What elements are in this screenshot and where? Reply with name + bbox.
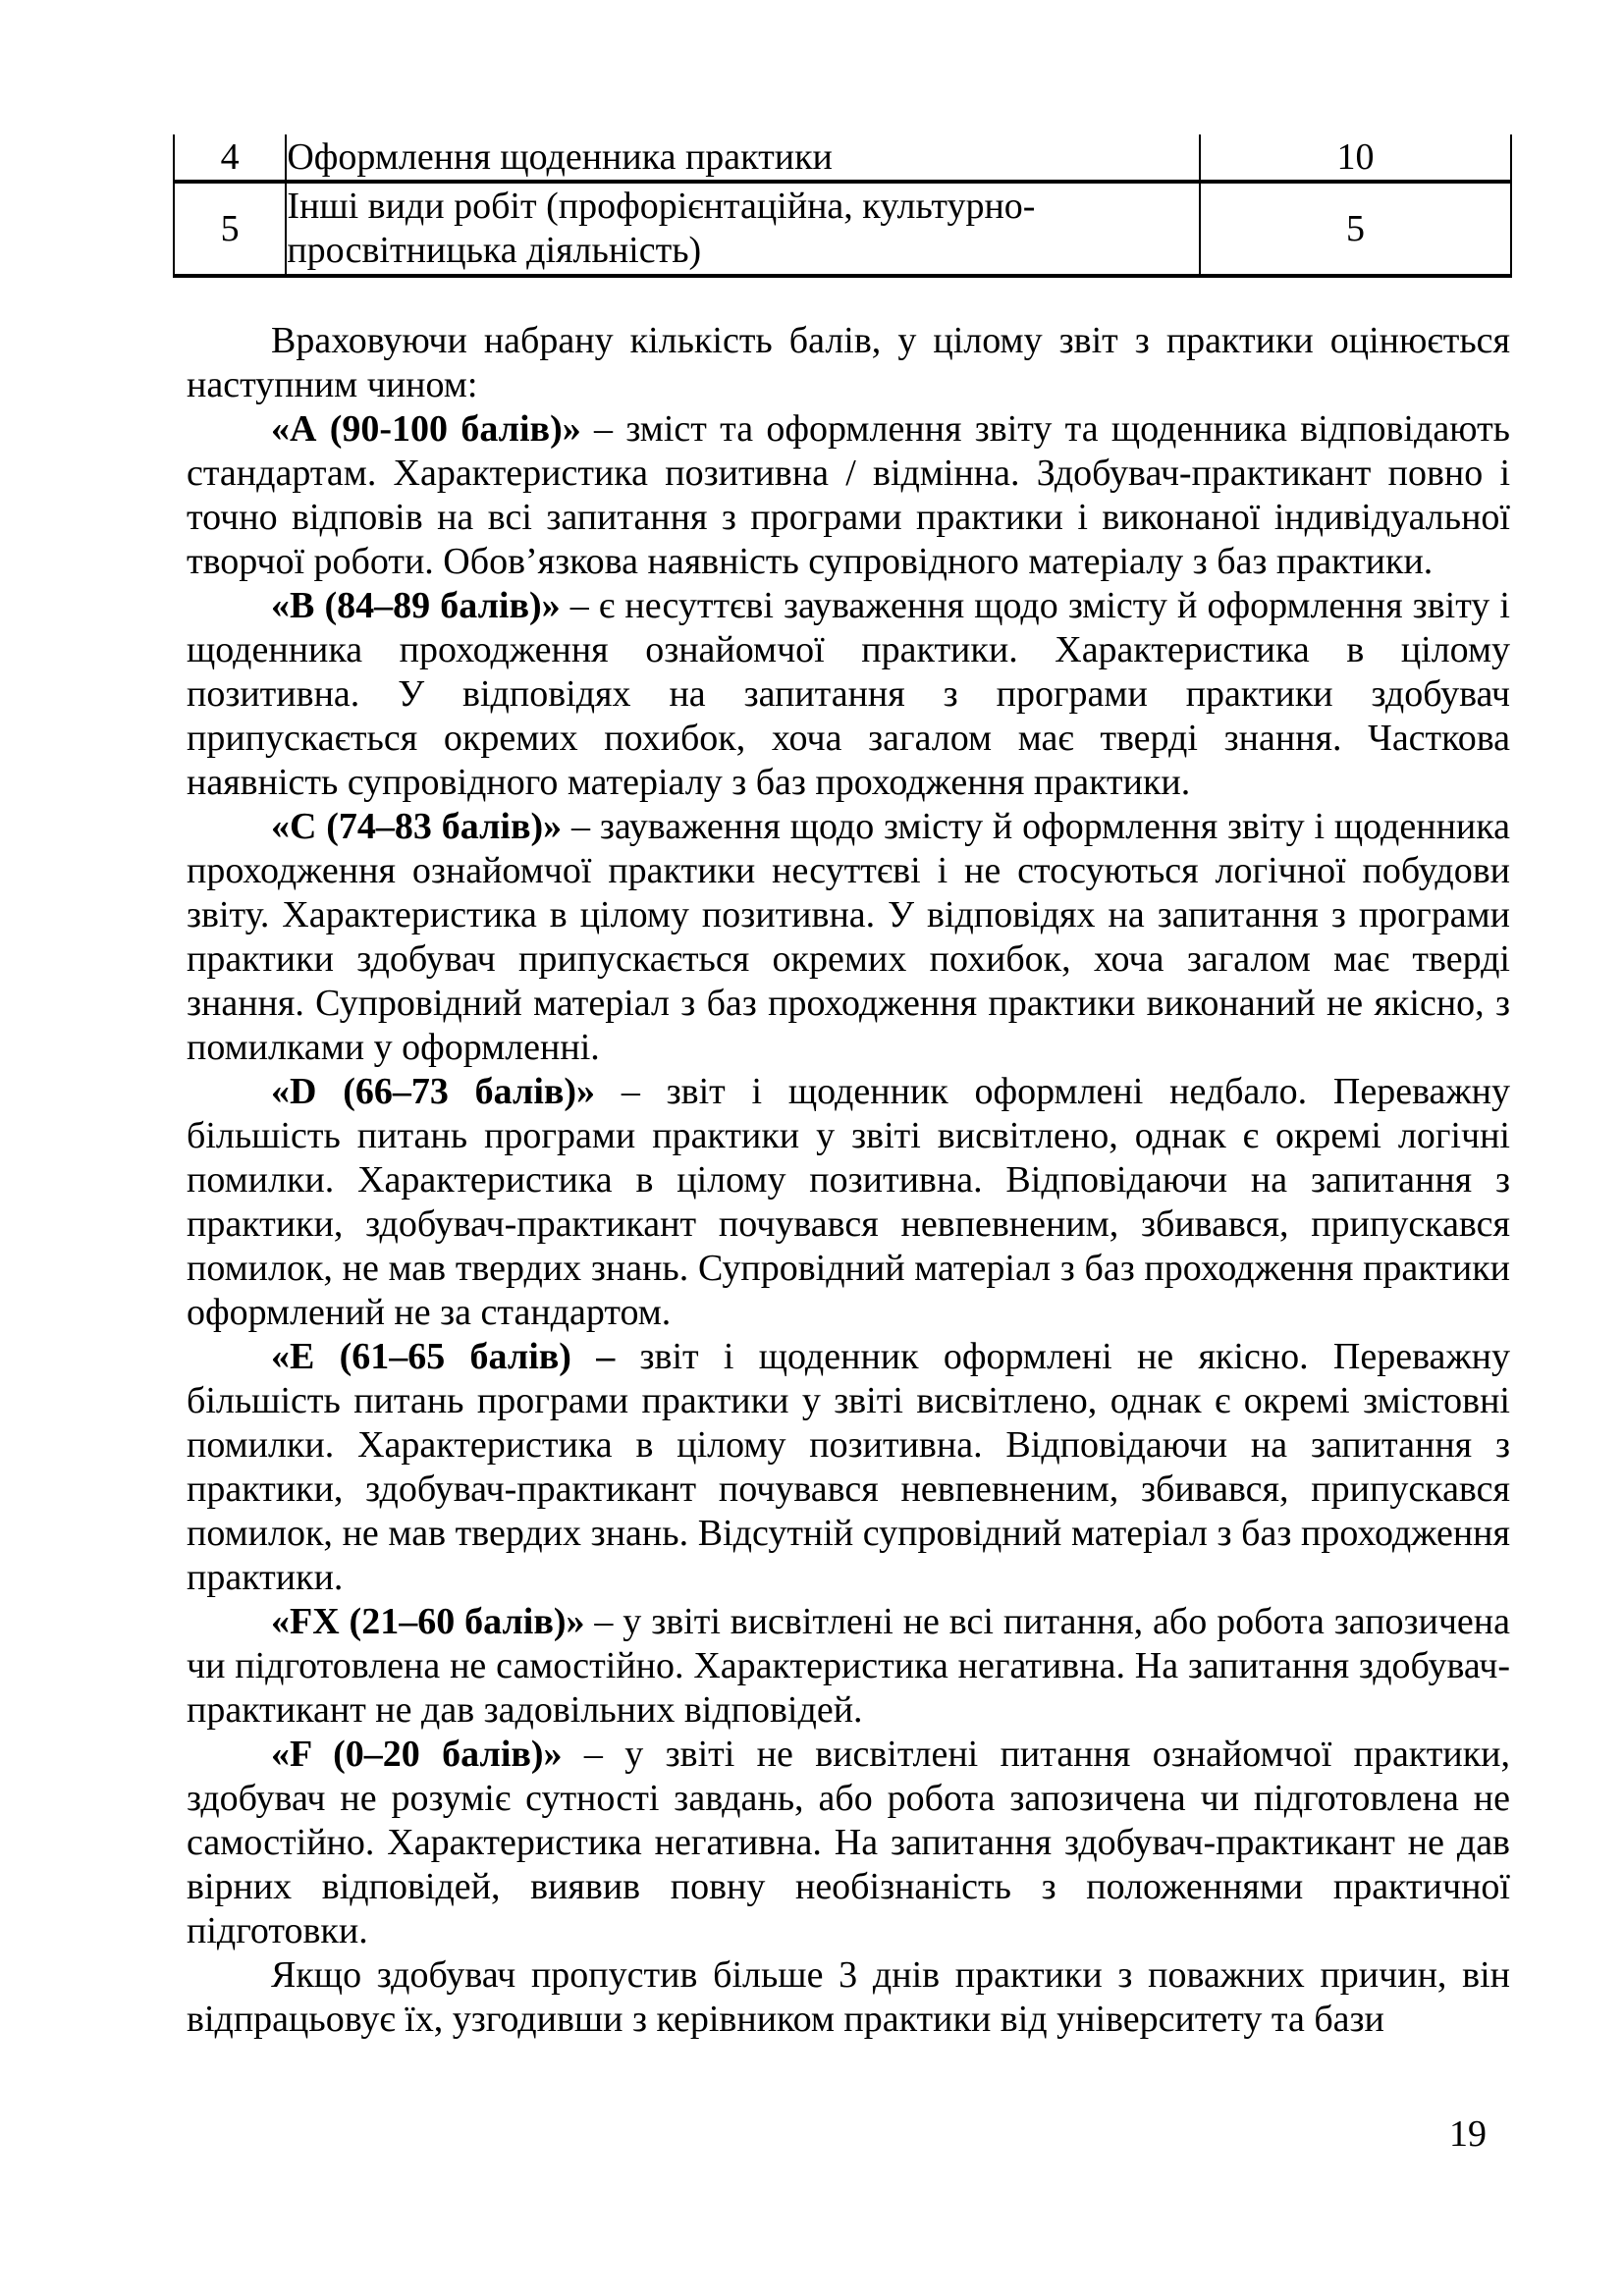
paragraph-grade-c [187,805,1510,1070]
table-cell-description: Інші види робіт (профорієнтаційна, культурно-просвітницька діяльність) [286,182,1200,276]
table-row [174,134,1511,182]
paragraph-grade-b [187,584,1510,805]
assessment-score-table [173,134,1512,278]
paragraph-text: звіт і щоденник оформлені не якісно. Переважну більшість питань програми практики у звіті висвітлено, однак є окремі змістовні помилки. Характеристика в цілому позитивна. Відповідаючи на запитання з практики, здобувач-практикант почувався невпевненим, збивався, припускався помилок, не мав твердих знань. Відсутній супровідний матеріал з баз проходження практики. [187,1336,1510,1598]
body-text-block [187,319,1510,2042]
grade-label-f: «F (0–20 балів)» [271,1734,563,1775]
grade-label-d: «D (66–73 балів)» [271,1071,596,1112]
paragraph-text: – у звіті висвітлені не всі питання, або робота запозичена чи підготовлена не самостійно. Характеристика негативна. На запитання здобувач-практикант не дав задовільних відповідей. [187,1601,1510,1731]
paragraph-text: – є несуттєві зауваження щодо змісту й оформлення звіту і щоденника проходження ознайомчої практики. Характеристика в цілому позитивна. У відповідях на запитання з програми практики здобувач припускається окремих похибок, хоча загалом має тверді знання. Часткова наявність супровідного матеріалу з баз проходження практики. [187,585,1510,803]
grade-label-fx: «FX (21–60 балів)» [271,1601,585,1642]
paragraph-grade-e [187,1335,1510,1600]
grade-label-c: «С (74–83 балів)» [271,806,563,847]
page-number: 19 [1449,2113,1487,2155]
paragraph-text: – зауваження щодо змісту й оформлення звіту і щоденника проходження ознайомчої практики несуттєві і не стосуються логічної побудови звіту. Характеристика в цілому позитивна. У відповідях на запитання з програми практики здобувач припускається окремих похибок, хоча загалом має тверді знання. Супровідний матеріал з баз проходження практики виконаний не якісно, з помилками у оформленні. [187,806,1510,1068]
paragraph-grade-f [187,1733,1510,1953]
paragraph-text: – звіт і щоденник оформлені недбало. Переважну більшість питань програми практики у звіті висвітлено, однак є окремі логічні помилки. Характеристика в цілому позитивна. Відповідаючи на запитання з практики, здобувач-практикант почувався невпевненим, збивався, припускався помилок, не мав твердих знань. Супровідний матеріал з баз проходження практики оформлений не за стандартом. [187,1071,1511,1333]
grade-label-a: «А (90-100 балів)» [271,408,581,450]
table-cell-points: 10 [1200,134,1511,182]
paragraph-attendance [187,1953,1510,2042]
paragraph-grade-d [187,1070,1510,1335]
paragraph-text: – зміст та оформлення звіту та щоденника відповідають стандартам. Характеристика позитивна / відмінна. Здобувач-практикант повно і точно відповів на всі запитання з програми практики і виконаної індивідуальної творчої роботи. Обов’язкова наявність супровідного матеріалу з баз практики. [187,408,1511,582]
paragraph-text: Враховуючи набрану кількість балів, у цілому звіт з практики оцінюється наступним чином: [187,320,1510,405]
paragraph-grade-a [187,407,1510,584]
table-cell-points: 5 [1200,182,1511,276]
paragraph-intro [187,319,1510,407]
paragraph-text: Якщо здобувач пропустив більше 3 днів практики з поважних причин, він відпрацьовує їх, узгодивши з керівником практики від університету та бази [187,1954,1510,2040]
paragraph-text: – у звіті не висвітлені питання ознайомчої практики, здобувач не розуміє сутності завдань, або робота запозичена чи підготовлена не самостійно. Характеристика негативна. На запитання здобувач-практикант не дав вірних відповідей, виявив повну необізнаність з положеннями практичної підготовки. [187,1734,1511,1951]
table-cell-number: 4 [174,134,286,182]
table-cell-number: 5 [174,182,286,276]
grade-label-b: «В (84–89 балів)» [271,585,561,626]
paragraph-grade-fx [187,1600,1510,1733]
table-cell-description: Оформлення щоденника практики [286,134,1200,182]
table-row [174,182,1511,276]
grade-label-e: «Е (61–65 балів) – [271,1336,616,1377]
